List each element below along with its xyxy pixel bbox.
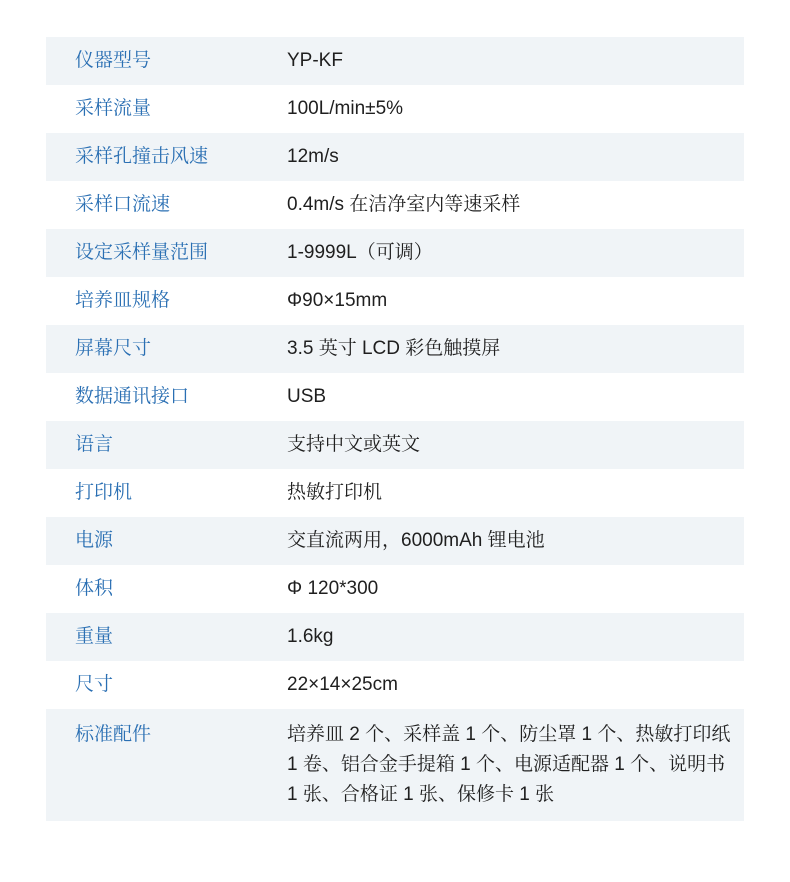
spec-label: 重量: [75, 626, 114, 647]
spec-value: 交直流两用，6000mAh 锂电池: [287, 530, 545, 551]
spec-label: 采样口流速: [75, 194, 171, 215]
spec-row: [46, 325, 744, 373]
spec-row: [46, 661, 744, 709]
spec-value: 22×14×25cm: [287, 674, 398, 695]
spec-label: 打印机: [75, 482, 133, 503]
spec-row: [46, 469, 744, 517]
spec-value: 热敏打印机: [287, 482, 383, 503]
spec-row: [46, 565, 744, 613]
spec-row: [46, 517, 744, 565]
spec-row: [46, 709, 744, 821]
spec-row: [46, 613, 744, 661]
spec-value: 支持中文或英文: [287, 434, 421, 455]
spec-row: [46, 85, 744, 133]
spec-label: 语言: [75, 434, 114, 455]
spec-label: 设定采样量范围: [75, 242, 209, 263]
spec-row: [46, 421, 744, 469]
spec-label: 采样孔撞击风速: [75, 146, 209, 167]
spec-value: YP-KF: [287, 50, 343, 71]
spec-label: 电源: [75, 530, 114, 551]
spec-row: [46, 373, 744, 421]
spec-label: 培养皿规格: [75, 290, 171, 311]
spec-label: 数据通讯接口: [75, 386, 190, 407]
spec-value: 12m/s: [287, 146, 339, 167]
spec-label: 标准配件: [75, 724, 152, 745]
spec-value: USB: [287, 386, 327, 407]
spec-value: 100L/min±5%: [287, 98, 404, 119]
spec-row: [46, 181, 744, 229]
spec-value: 3.5 英寸 LCD 彩色触摸屏: [287, 338, 501, 359]
spec-row: [46, 277, 744, 325]
spec-row: [46, 133, 744, 181]
spec-value: 培养皿 2 个、采样盖 1 个、防尘罩 1 个、热敏打印纸 1 卷、铝合金手提箱 1 个、电源适配器 1 个、说明书 1 张、合格证 1 张、保修卡 1 张: [287, 724, 731, 805]
spec-label: 采样流量: [75, 98, 152, 119]
spec-value: 1.6kg: [287, 626, 334, 647]
spec-value: Φ 120*300: [287, 578, 379, 599]
spec-row: [46, 37, 744, 85]
spec-label: 尺寸: [75, 674, 114, 695]
spec-row: [46, 229, 744, 277]
spec-label: 屏幕尺寸: [75, 338, 152, 359]
spec-label: 体积: [75, 578, 114, 599]
spec-value: 1-9999L（可调）: [287, 242, 433, 263]
spec-value: Φ90×15mm: [287, 290, 388, 311]
spec-value: 0.4m/s 在洁净室内等速采样: [287, 194, 521, 215]
spec-label: 仪器型号: [75, 50, 152, 71]
specification-table: [46, 37, 744, 821]
